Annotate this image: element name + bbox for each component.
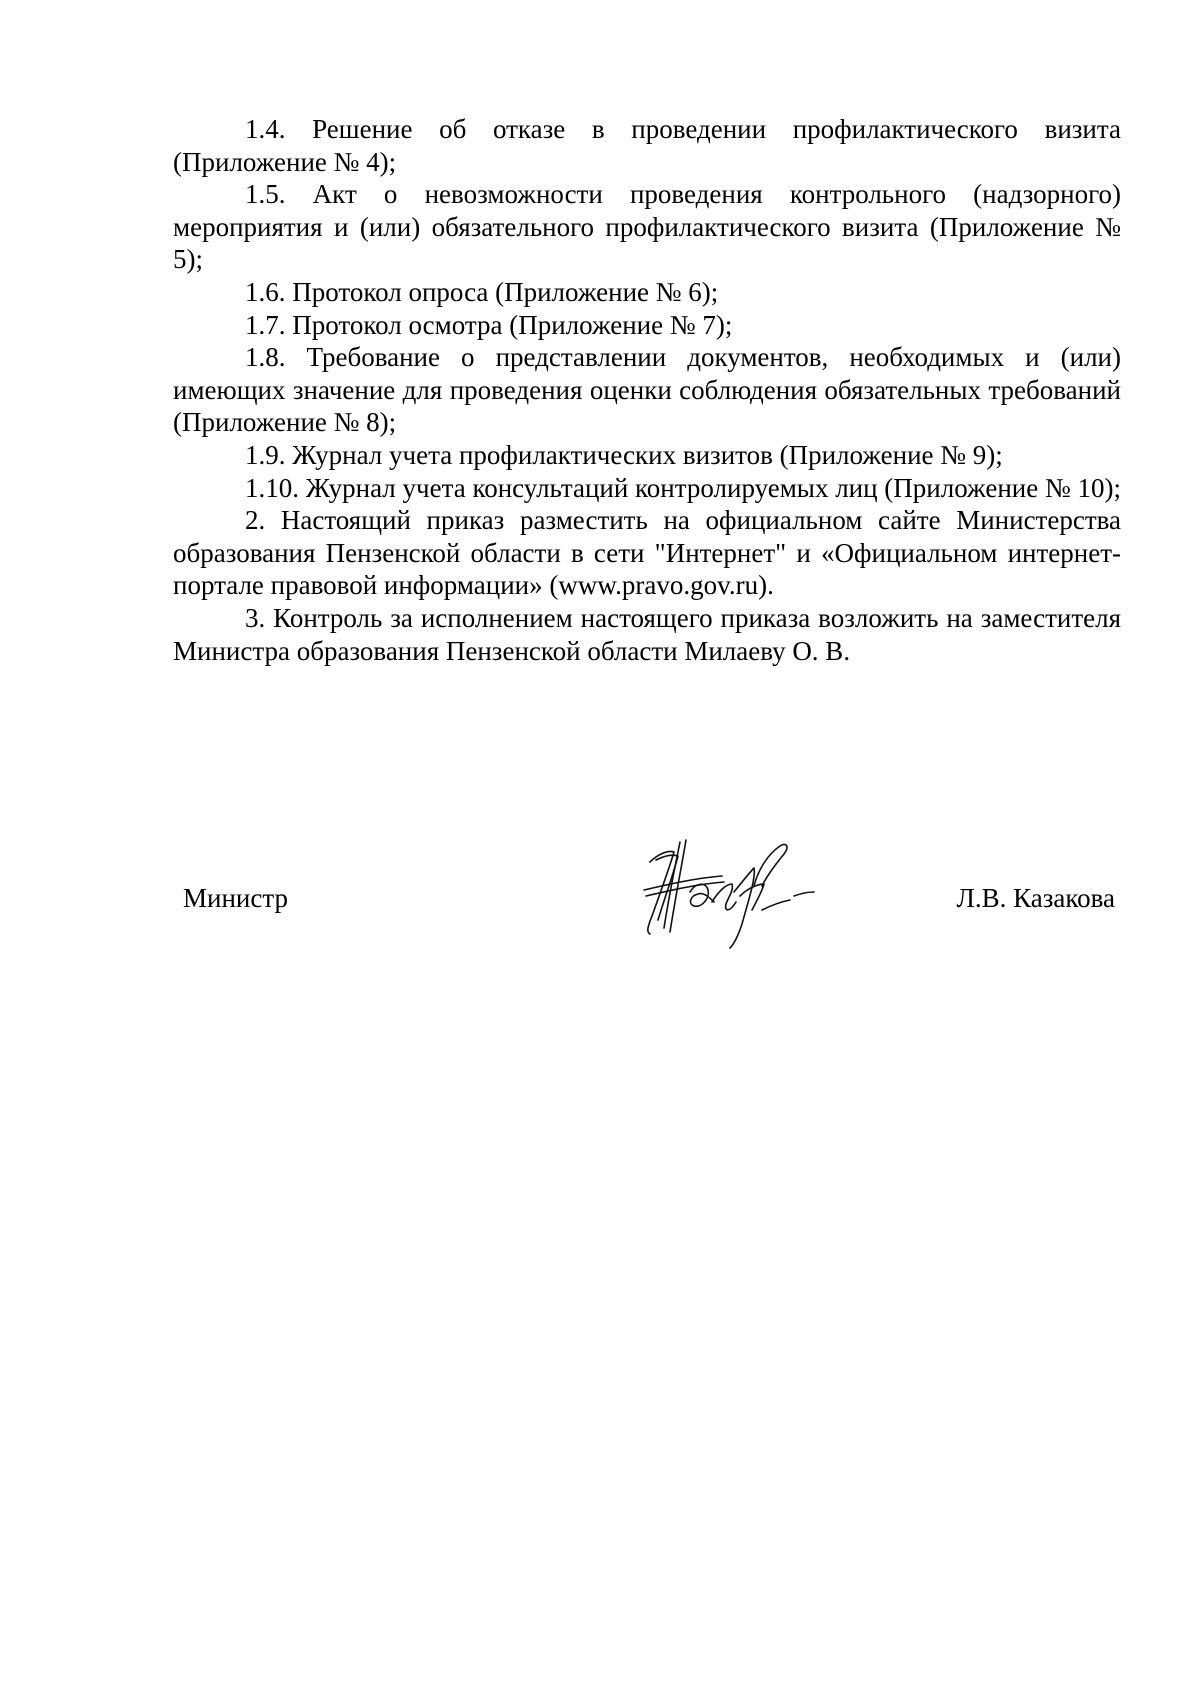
- signatory-name: Л.В. Казакова: [956, 883, 1115, 913]
- paragraph-1-6: 1.6. Протокол опроса (Приложение № 6);: [245, 276, 719, 307]
- paragraph-1-9: 1.9. Журнал учета профилактических визитов (Приложение № 9);: [245, 439, 1003, 470]
- signatory-title: Министр: [183, 883, 288, 913]
- handwritten-signature-icon: [630, 832, 820, 957]
- signature-block: [0, 832, 1200, 962]
- document-body: [173, 113, 1121, 667]
- paragraph-1-7: 1.7. Протокол осмотра (Приложение № 7);: [245, 309, 733, 340]
- paragraph-1-8: 1.8. Требование о представлении документов, необходимых и (или) имеющих значение для проведения оценки соблюдения обязательных требований (Приложение № 8);: [173, 342, 1121, 438]
- paragraph-1-5: 1.5. Акт о невозможности проведения контрольного (надзорного) мероприятия и (или) обязательного профилактического визита (Приложение № 5);: [173, 179, 1121, 275]
- paragraph-2: 2. Настоящий приказ разместить на официальном сайте Министерства образования Пензенской области в сети "Интернет" и «Официальном интернет-портале правовой информации» (www.pravo.gov.ru).: [173, 505, 1121, 601]
- paragraph-1-4: 1.4. Решение об отказе в проведении профилактического визита (Приложение № 4);: [173, 114, 1121, 177]
- paragraph-1-10: 1.10. Журнал учета консультаций контролируемых лиц (Приложение № 10);: [245, 472, 1121, 503]
- paragraph-3: 3. Контроль за исполнением настоящего приказа возложить на заместителя Министра образования Пензенской области Милаеву О. В.: [173, 602, 1121, 666]
